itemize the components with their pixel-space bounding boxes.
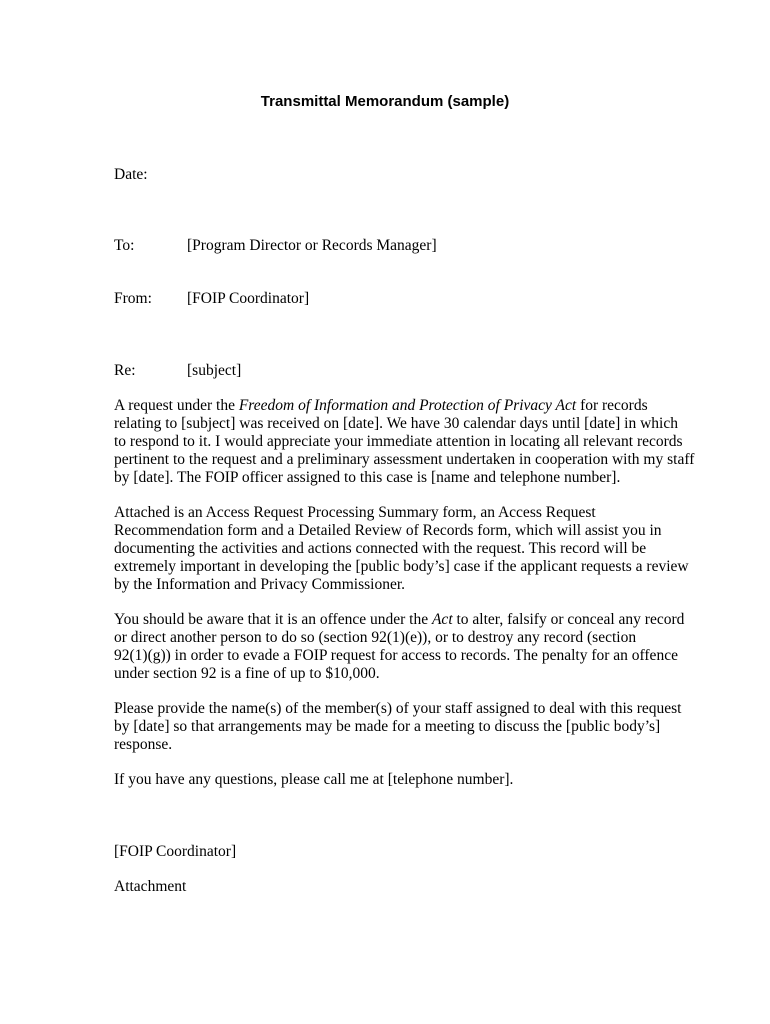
re-label: Re:	[114, 362, 136, 379]
date-label: Date:	[114, 166, 148, 183]
paragraph-line: extremely important in developing the [public body’s] case if the applicant requests a review	[114, 558, 689, 575]
paragraph-line: under section 92 is a fine of up to $10,000.	[114, 665, 380, 682]
paragraph-line: by [date]. The FOIP officer assigned to this case is [name and telephone number].	[114, 469, 621, 486]
paragraph-line: by the Information and Privacy Commissioner.	[114, 576, 406, 593]
from-value: [FOIP Coordinator]	[187, 290, 310, 307]
paragraph-line	[114, 611, 694, 629]
attachment-note: Attachment	[114, 878, 187, 895]
paragraph-line: Please provide the name(s) of the member(s) of your staff assigned to deal with this request	[114, 700, 682, 717]
paragraph-line	[114, 397, 694, 415]
paragraph-line: relating to [subject] was received on [date]. We have 30 calendar days until [date] in which	[114, 415, 678, 432]
to-label: To:	[114, 237, 135, 254]
paragraph-line: to respond to it. I would appreciate your immediate attention in locating all relevant records	[114, 433, 683, 450]
act-title: Freedom of Information and Protection of Privacy Act	[238, 397, 577, 414]
paragraph-staff-request	[114, 700, 694, 754]
paragraph-line: pertinent to the request and a preliminary assessment undertaken in cooperation with my staff	[114, 451, 695, 468]
text-run: You should be aware that it is an offence under the	[114, 611, 432, 628]
re-value: [subject]	[187, 362, 242, 379]
paragraph-line: response.	[114, 736, 173, 753]
act-short-title: Act	[431, 611, 453, 628]
paragraph-offence	[114, 611, 694, 683]
paragraph-line: documenting the activities and actions connected with the request. This record will be	[114, 540, 647, 557]
paragraph-line: 92(1)(g)) in order to evade a FOIP request for access to records. The penalty for an offence	[114, 647, 678, 664]
paragraph-line: Recommendation form and a Detailed Review of Records form, which will assist you in	[114, 522, 662, 539]
paragraph-line: or direct another person to do so (section 92(1)(e)), or to destroy any record (section	[114, 629, 637, 646]
paragraph-request	[114, 397, 694, 487]
text-run: A request under the	[114, 397, 239, 414]
paragraph-line: If you have any questions, please call me at [telephone number].	[114, 771, 514, 788]
text-run: to alter, falsify or conceal any record	[452, 611, 685, 628]
paragraph-line: Attached is an Access Request Processing Summary form, an Access Request	[114, 504, 596, 521]
from-label: From:	[114, 290, 152, 307]
paragraph-attachments	[114, 504, 694, 594]
signature-block: [FOIP Coordinator]	[114, 843, 237, 860]
memo-title: Transmittal Memorandum (sample)	[260, 93, 510, 110]
text-run: for records	[576, 397, 648, 414]
paragraph-questions	[114, 771, 694, 789]
paragraph-line: by [date] so that arrangements may be made for a meeting to discuss the [public body’s]	[114, 718, 661, 735]
to-value: [Program Director or Records Manager]	[187, 237, 437, 254]
